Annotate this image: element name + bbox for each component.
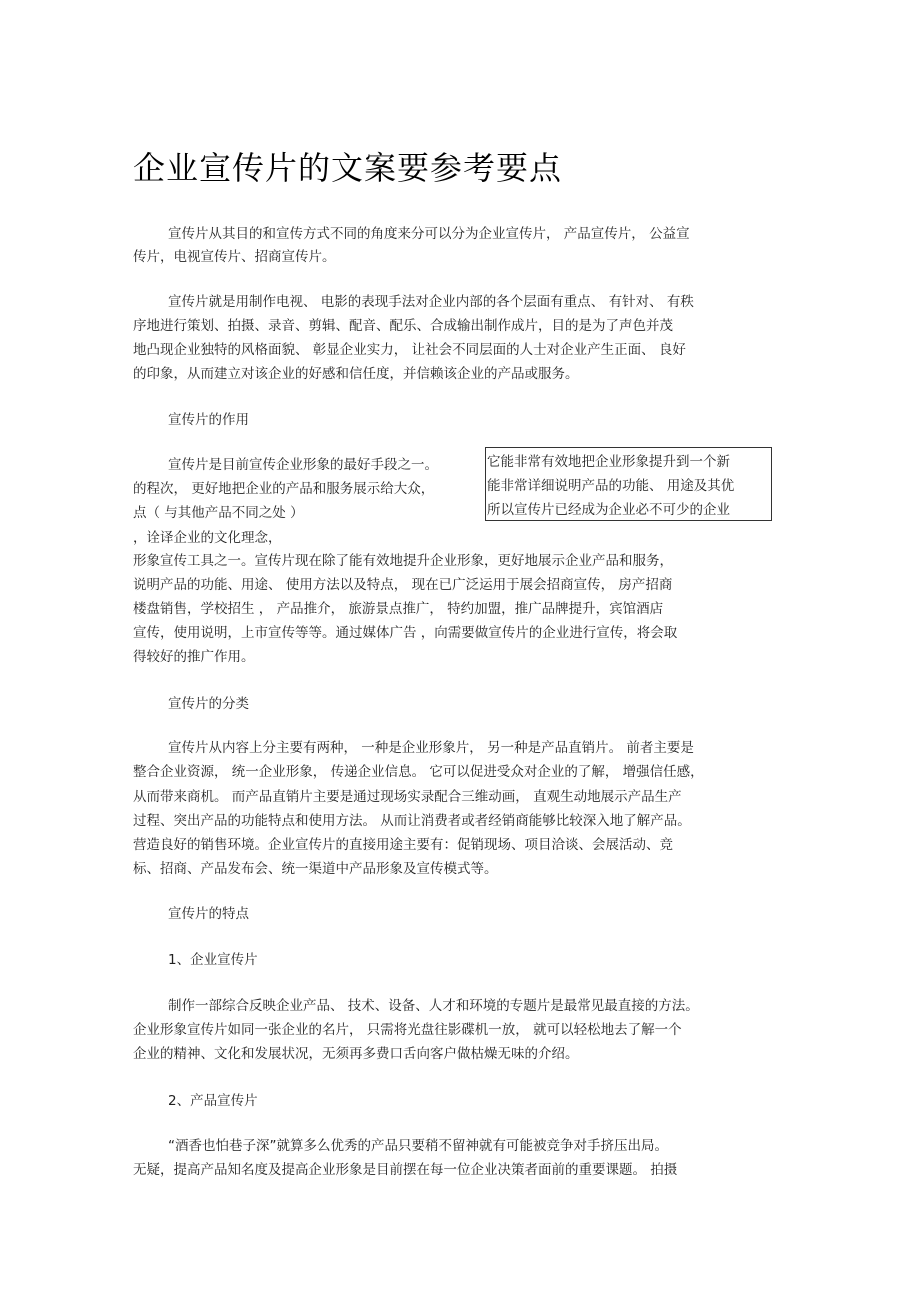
paragraph-line: ，诠译企业的文化理念， xyxy=(133,530,282,546)
boxed-line: 能非常详细说明产品的功能、 用途及其优 xyxy=(487,478,735,494)
paragraph-line: 形象宣传工具之一。宣传片现在除了能有效地提升企业形象，更好地展示企业产品和服务， xyxy=(133,553,673,569)
subsection-heading: 2、产品宣传片 xyxy=(168,1093,258,1109)
paragraph-line: 制作一部综合反映企业产品、 技术、设备、人才和环境的专题片是最常见最直接的方法。 xyxy=(168,998,699,1014)
subsection-heading: 1、企业宣传片 xyxy=(168,952,258,968)
paragraph-line: 序地进行策划、拍摄、录音、剪辑、配音、配乐、合成输出制作成片，目的是为了声色并茂 xyxy=(133,318,673,334)
paragraph-line: 楼盘销售，学校招生 ， 产品推介， 旅游景点推广， 特约加盟，推广品牌提升，宾馆酒店 xyxy=(133,601,664,617)
paragraph-line: 的印象，从而建立对该企业的好感和信任度，并信赖该企业的产品或服务。 xyxy=(133,366,579,382)
paragraph-line: 地凸现企业独特的风格面貌、 彰显企业实力， 让社会不同层面的人士对企业产生正面、 良好 xyxy=(133,342,686,358)
paragraph-line: 说明产品的功能、用途、 使用方法以及特点， 现在已广泛运用于展会招商宣传， 房产招商 xyxy=(133,577,673,593)
paragraph-line: 过程、突出产品的功能特点和使用方法。 从而让消费者或者经销商能够比较深入地了解产品。 xyxy=(133,813,691,829)
paragraph-line: 宣传片从内容上分主要有两种， 一种是企业形象片， 另一种是产品直销片。 前者主要是 xyxy=(168,740,694,756)
paragraph-line: 宣传片就是用制作电视、 电影的表现手法对企业内部的各个层面有重点、 有针对、 有秩 xyxy=(168,294,694,310)
section-heading: 宣传片的特点 xyxy=(168,906,249,922)
paragraph-line: 从而带来商机。 而产品直销片主要是通过现场实录配合三维动画， 直观生动地展示产品生产 xyxy=(133,789,682,805)
boxed-text-block xyxy=(485,447,772,521)
paragraph-line: 宣传片是目前宣传企业形象的最好手段之一。 xyxy=(168,457,438,473)
section-heading: 宣传片的分类 xyxy=(168,696,249,712)
paragraph-line: 企业的精神、文化和发展状况，无须再多费口舌向客户做枯燥无味的介绍。 xyxy=(133,1046,579,1062)
boxed-line: 所以宣传片已经成为企业必不可少的企业 xyxy=(487,502,730,518)
paragraph-line: 点（ 与其他产品不同之处 ） xyxy=(133,505,304,521)
paragraph-line: 营造良好的销售环境。企业宣传片的直接用途主要有：促销现场、项目洽谈、会展活动、竞 xyxy=(133,837,673,853)
paragraph-line: “酒香也怕巷子深”就算多么优秀的产品只要稍不留神就有可能被竞争对手挤压出局。 xyxy=(168,1138,668,1154)
paragraph-line: 无疑，提高产品知名度及提高企业形象是目前摆在每一位企业决策者面前的重要课题。 拍摄 xyxy=(133,1162,678,1178)
paragraph-line: 整合企业资源， 统一企业形象， 传递企业信息。 它可以促进受众对企业的了解， 增强信任感， xyxy=(133,764,704,780)
section-heading: 宣传片的作用 xyxy=(168,412,249,428)
paragraph-line: 得较好的推广作用。 xyxy=(133,649,255,665)
paragraph-line: 传片，电视宣传片、招商宣传片。 xyxy=(133,249,336,265)
paragraph-line: 宣传，使用说明，上市宣传等等。通过媒体广告 ，向需要做宣传片的企业进行宣传，将会取 xyxy=(133,625,678,641)
paragraph-line: 宣传片从其目的和宣传方式不同的角度来分可以分为企业宣传片， 产品宣传片， 公益宣 xyxy=(168,226,690,242)
paragraph-line: 标、招商、产品发布会、统一渠道中产品形象及宣传模式等。 xyxy=(133,861,498,877)
paragraph-line: 企业形象宣传片如同一张企业的名片， 只需将光盘往影碟机一放， 就可以轻松地去了解一个 xyxy=(133,1022,682,1038)
boxed-line: 它能非常有效地把企业形象提升到一个新 xyxy=(487,454,730,470)
paragraph-line: 的程次， 更好地把企业的产品和服务展示给大众， xyxy=(133,481,435,497)
page-title: 企业宣传片的文案要参考要点 xyxy=(133,149,563,187)
